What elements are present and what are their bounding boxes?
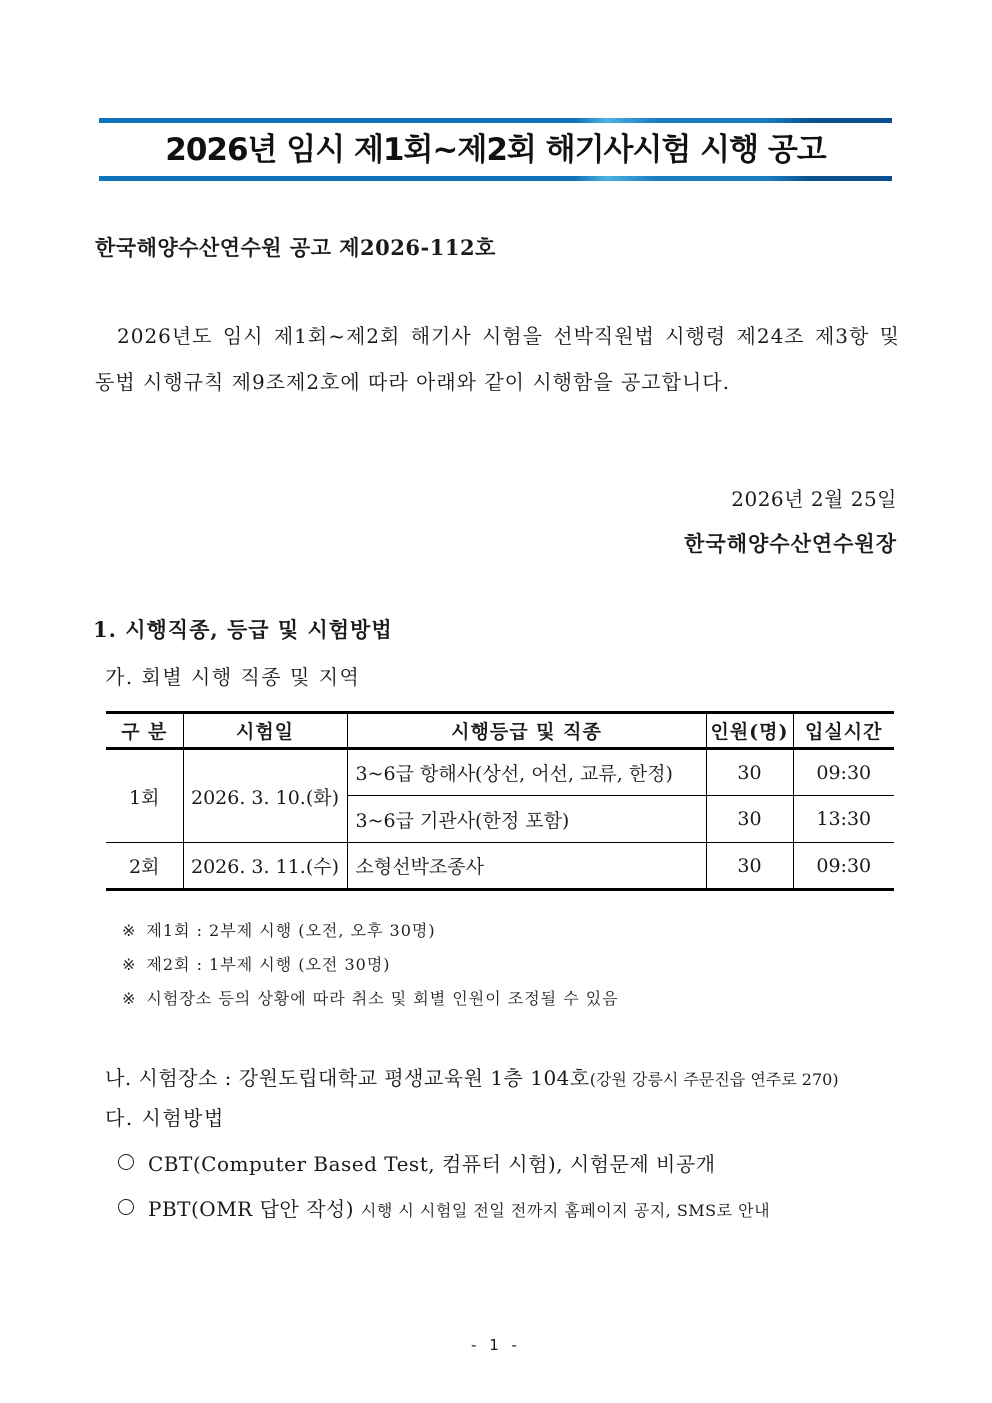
body-paragraph-text: 2026년도 임시 제1회~제2회 해기사 시험을 선박직원법 시행령 제24조 제3항 및 동법 시행규칙 제9조제2호에 따라 아래와 같이 시행함을 공고합니다. xyxy=(95,324,900,394)
note-item xyxy=(122,914,619,948)
cell-date: 2026. 3. 11.(수) xyxy=(183,843,347,890)
notice-date: 2026년 2월 25일 xyxy=(731,487,897,511)
cell-count: 30 xyxy=(706,749,793,796)
reference-mark-icon: ※ xyxy=(122,955,137,974)
cell-time: 09:30 xyxy=(793,843,894,890)
note-text: 제2회 : 1부제 시행 (오전 30명) xyxy=(146,955,391,974)
notes-list xyxy=(122,914,619,1016)
subsection-c: 다. 시험방법 xyxy=(105,1106,225,1130)
col-header-count: 인원(명) xyxy=(706,713,793,749)
circle-bullet-icon xyxy=(118,1154,134,1170)
method-item xyxy=(118,1148,716,1177)
col-header-time: 입실시간 xyxy=(793,713,894,749)
method-item xyxy=(118,1193,770,1222)
body-paragraph xyxy=(95,313,900,405)
note-text: 시험장소 등의 상황에 따라 취소 및 회별 인원이 조정될 수 있음 xyxy=(146,989,619,1008)
title-bottom-bar xyxy=(99,176,892,181)
col-header-date: 시험일 xyxy=(183,713,347,749)
col-header-round: 구 분 xyxy=(121,721,168,743)
cell-time: 09:30 xyxy=(793,749,894,796)
cell-round: 1회 xyxy=(129,786,160,809)
subsection-b xyxy=(105,1062,839,1091)
circle-bullet-icon xyxy=(118,1199,134,1215)
note-item xyxy=(122,948,619,982)
section-heading: 1. 시행직종, 등급 및 시험방법 xyxy=(93,617,393,642)
note-text: 제1회 : 2부제 시행 (오전, 오후 30명) xyxy=(146,921,436,940)
notice-number: 한국해양수산연수원 공고 제2026-112호 xyxy=(95,235,496,260)
page-number: - 1 - xyxy=(471,1336,521,1354)
cell-count: 30 xyxy=(706,843,793,890)
exam-address: (강원 강릉시 주문진읍 연주로 270) xyxy=(589,1070,839,1089)
table-header-row xyxy=(106,713,894,749)
subsection-a: 가. 회별 시행 직종 및 지역 xyxy=(105,665,361,689)
cell-grade: 3~6급 기관사(한정 포함) xyxy=(347,796,706,843)
cell-grade: 소형선박조종사 xyxy=(347,843,706,890)
method-text: PBT(OMR 답안 작성) xyxy=(148,1197,355,1221)
note-item xyxy=(122,982,619,1016)
reference-mark-icon: ※ xyxy=(122,989,137,1008)
schedule-table xyxy=(106,711,894,891)
reference-mark-icon: ※ xyxy=(122,921,137,940)
method-detail: 시행 시 시험일 전일 전까지 홈페이지 공지, SMS로 안내 xyxy=(360,1201,771,1220)
cell-time: 13:30 xyxy=(793,796,894,843)
cell-date: 2026. 3. 10.(화) xyxy=(183,749,347,843)
cell-round: 2회 xyxy=(129,856,160,878)
cell-grade: 3~6급 항해사(상선, 어선, 교류, 한정) xyxy=(347,749,706,796)
cell-count: 30 xyxy=(706,796,793,843)
col-header-grade: 시행등급 및 직종 xyxy=(347,713,706,749)
signer: 한국해양수산연수원장 xyxy=(684,531,897,556)
table-row xyxy=(106,843,894,890)
exam-location: 나. 시험장소 : 강원도립대학교 평생교육원 1층 104호 xyxy=(105,1066,590,1090)
title-top-bar xyxy=(99,118,892,123)
method-text: CBT(Computer Based Test, 컴퓨터 시험), 시험문제 비공개 xyxy=(148,1152,716,1176)
page-title: 2026년 임시 제1회~제2회 해기사시험 시행 공고 xyxy=(165,132,826,168)
table-row xyxy=(106,749,894,796)
